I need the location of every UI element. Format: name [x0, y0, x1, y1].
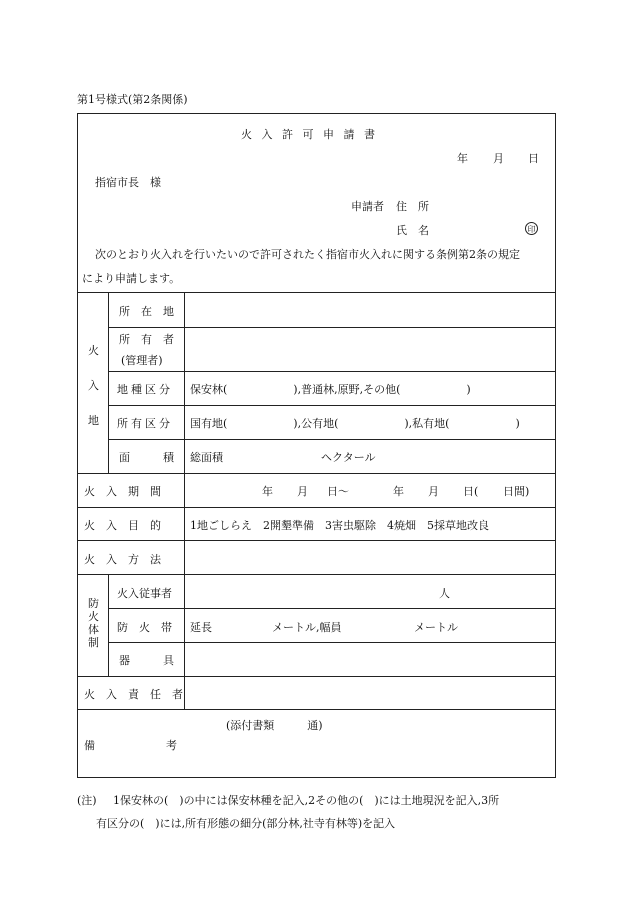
land-type-label: 地種区分 — [117, 383, 173, 396]
purpose-value: 1地ごしらえ 2開墾準備 3害虫駆除 4焼畑 5採草地改良 — [190, 519, 489, 532]
applicant-label: 申請者 — [351, 200, 384, 213]
intro-line-2: により申請します。 — [82, 272, 181, 285]
period-label: 火 入 期 間 — [84, 485, 161, 498]
date-year: 年 — [457, 152, 468, 165]
land-type-value: 保安林( ),普通林,原野,その他( ) — [190, 383, 471, 396]
equipment-label: 器 具 — [119, 654, 174, 667]
fire-system-char: 体 — [88, 623, 99, 636]
location-label: 所 在 地 — [119, 305, 174, 318]
firebreak-label: 防 火 帯 — [117, 621, 172, 634]
form-title: 火 入 許 可 申 請 書 — [241, 128, 378, 141]
ownership-type-label: 所有区分 — [117, 417, 173, 430]
land-group-char: 入 — [88, 379, 99, 392]
date-day: 日 — [528, 152, 539, 165]
date-month: 月 — [493, 152, 504, 165]
divider — [108, 574, 109, 676]
firebreak-meter: メートル — [414, 621, 458, 634]
divider — [108, 642, 556, 643]
firebreak-meter-width: メートル,幅員 — [272, 621, 342, 634]
land-group-char: 火 — [88, 344, 99, 357]
area-label: 面 積 — [119, 451, 174, 464]
divider — [108, 371, 556, 372]
period-month-2: 月 — [428, 485, 439, 498]
period-days-close: 日間) — [503, 485, 530, 498]
fire-system-char: 制 — [88, 636, 99, 649]
divider — [77, 676, 556, 677]
period-day-open: 日( — [463, 485, 479, 498]
divider — [108, 292, 109, 473]
note-line-2: 有区分の( )には,所有形態の細分(部分林,社寺有林等)を記入 — [96, 817, 396, 830]
owner-sublabel: (管理者) — [121, 354, 163, 367]
remarks-label-right: 考 — [166, 739, 177, 752]
divider — [77, 709, 556, 710]
remarks-label-left: 備 — [84, 739, 95, 752]
owner-label: 所 有 者 — [119, 333, 174, 346]
period-year: 年 — [262, 485, 273, 498]
divider — [77, 473, 556, 474]
firebreak-length: 延長 — [190, 621, 212, 634]
form-number: 第1号様式(第2条関係) — [77, 93, 188, 106]
divider — [108, 327, 556, 328]
addressee: 指宿市長 様 — [95, 176, 161, 189]
divider — [108, 405, 556, 406]
divider — [184, 292, 185, 709]
workers-label: 火入従事者 — [117, 587, 172, 600]
period-year-2: 年 — [393, 485, 404, 498]
fire-system-char: 火 — [88, 610, 99, 623]
ownership-type-value: 国有地( ),公有地( ),私有地( ) — [190, 417, 520, 430]
period-month: 月 — [297, 485, 308, 498]
divider — [77, 507, 556, 508]
applicant-address-label: 住 所 — [396, 200, 429, 213]
period-day-from: 日〜 — [327, 485, 349, 498]
area-unit: ヘクタール — [321, 451, 376, 464]
attachments-note: (添付書類 通) — [226, 719, 323, 732]
divider — [77, 540, 556, 541]
workers-unit: 人 — [439, 587, 450, 600]
note-line-1: 1保安林の( )の中には保安林種を記入,2その他の( )には土地現況を記入,3所 — [113, 794, 500, 807]
method-label: 火 入 方 法 — [84, 553, 161, 566]
area-prefix: 総面積 — [190, 451, 223, 464]
divider — [77, 574, 556, 575]
divider — [77, 292, 556, 293]
fire-system-char: 防 — [88, 597, 99, 610]
applicant-name-label: 氏 名 — [396, 224, 429, 237]
seal-mark: 印 — [525, 222, 538, 235]
purpose-label: 火 入 目 的 — [84, 519, 161, 532]
divider — [108, 439, 556, 440]
land-group-char: 地 — [88, 414, 99, 427]
responsible-label: 火 入 責 任 者 — [84, 688, 183, 701]
note-label: (注) — [77, 794, 97, 807]
intro-line-1: 次のとおり火入れを行いたいので許可されたく指宿市火入れに関する条例第2条の規定 — [95, 248, 520, 261]
divider — [108, 608, 556, 609]
form-table — [77, 113, 556, 778]
